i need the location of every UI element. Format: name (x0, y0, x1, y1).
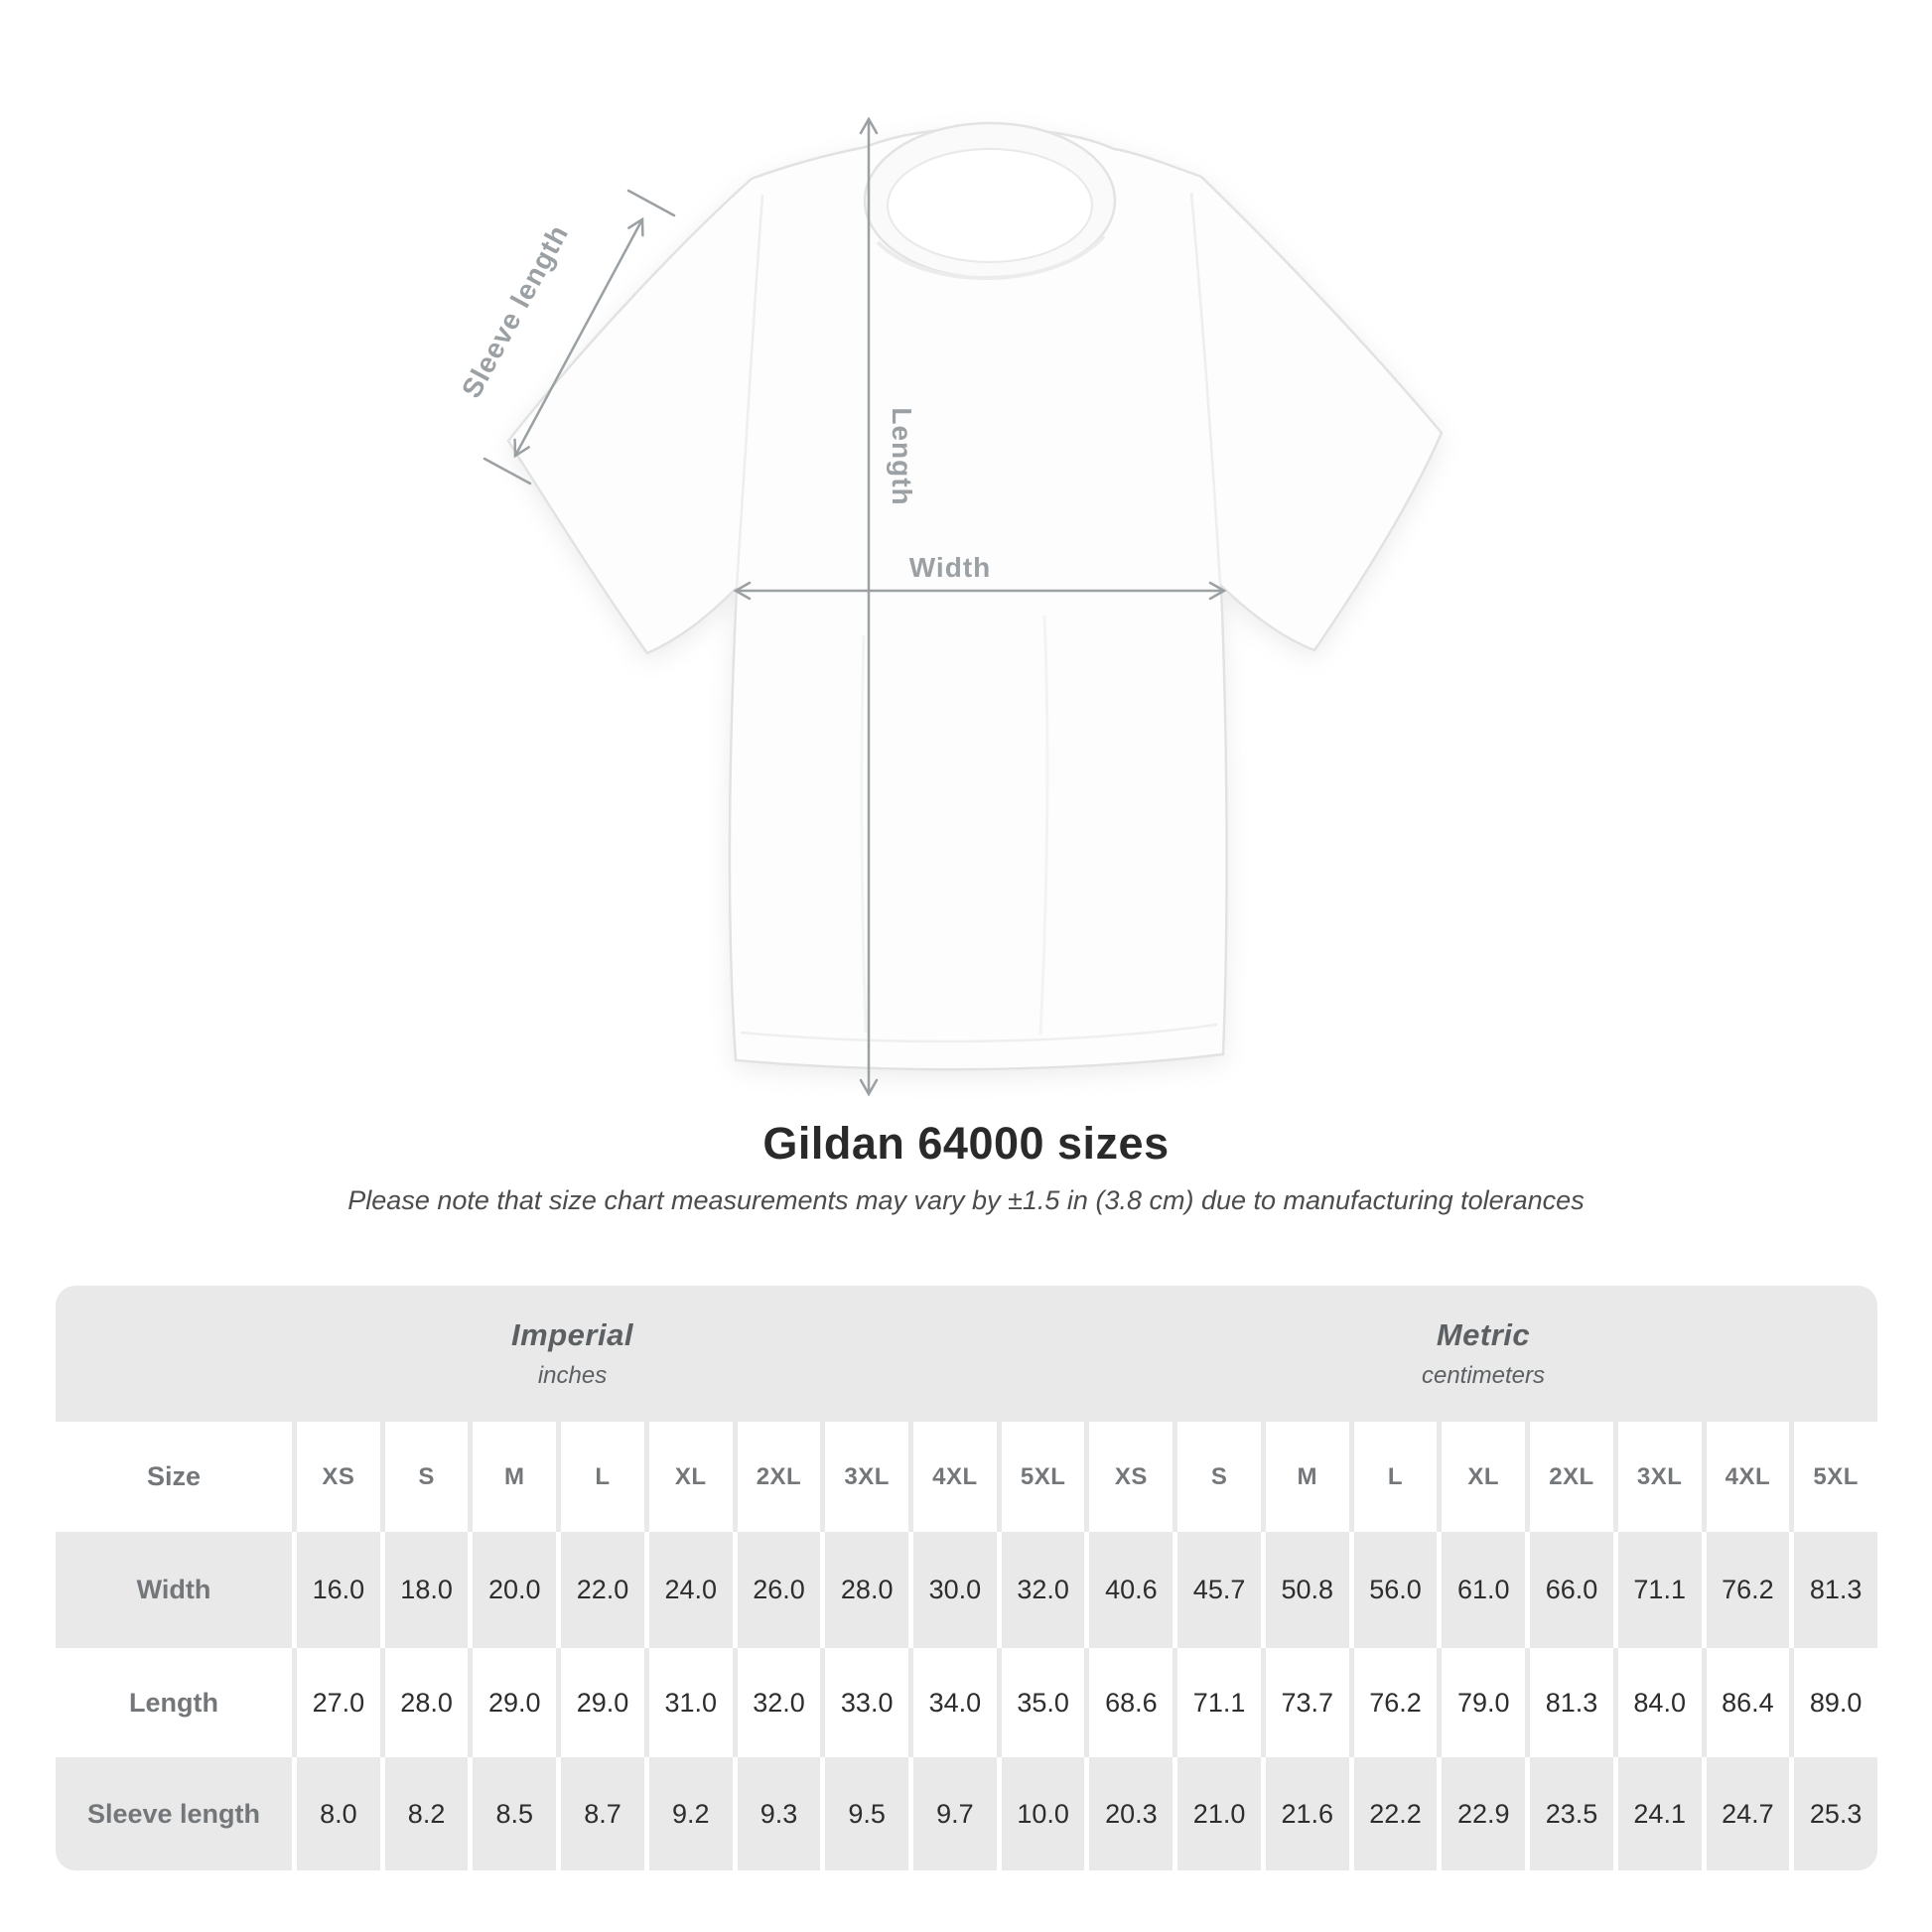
size-header-row (56, 1422, 1877, 1532)
size-col-header: L (561, 1422, 644, 1532)
value-cell: 24.0 (649, 1532, 733, 1648)
value-cell: 89.0 (1794, 1648, 1877, 1757)
value-cell: 25.3 (1794, 1757, 1877, 1870)
metric-title: Metric (1436, 1317, 1531, 1352)
size-col-header: M (473, 1422, 556, 1532)
row-label-width: Width (56, 1532, 292, 1648)
value-cell: 8.5 (473, 1757, 556, 1870)
value-cell: 50.8 (1266, 1532, 1349, 1648)
value-cell: 29.0 (473, 1648, 556, 1757)
value-cell: 84.0 (1618, 1648, 1702, 1757)
size-col-header: 5XL (1002, 1422, 1085, 1532)
tolerance-note: Please note that size chart measurements may vary by ±1.5 in (3.8 cm) due to manufacturing tolerances (347, 1185, 1585, 1215)
value-cell: 9.2 (649, 1757, 733, 1870)
row-label-length: Length (56, 1648, 292, 1757)
value-cell: 30.0 (913, 1532, 997, 1648)
page-title: Gildan 64000 sizes (762, 1118, 1170, 1169)
metric-header (1089, 1286, 1877, 1422)
value-cell: 68.6 (1089, 1648, 1173, 1757)
size-col-header: 5XL (1794, 1422, 1877, 1532)
value-cell: 31.0 (649, 1648, 733, 1757)
value-cell: 81.3 (1794, 1532, 1877, 1648)
value-cell: 33.0 (825, 1648, 908, 1757)
size-col-header: L (1354, 1422, 1438, 1532)
value-cell: 76.2 (1354, 1648, 1438, 1757)
value-cell: 28.0 (385, 1648, 469, 1757)
size-col-header: S (1177, 1422, 1261, 1532)
value-cell: 24.7 (1707, 1757, 1790, 1870)
value-cell: 21.0 (1177, 1757, 1261, 1870)
imperial-header (56, 1286, 1089, 1422)
measurement-row (56, 1757, 1877, 1870)
size-col-header: 3XL (1618, 1422, 1702, 1532)
tshirt-illustration (508, 123, 1442, 1069)
value-cell: 26.0 (738, 1532, 821, 1648)
size-col-header: M (1266, 1422, 1349, 1532)
value-cell: 8.7 (561, 1757, 644, 1870)
value-cell: 22.9 (1442, 1757, 1525, 1870)
value-cell: 45.7 (1177, 1532, 1261, 1648)
size-col-header: XL (649, 1422, 733, 1532)
value-cell: 35.0 (1002, 1648, 1085, 1757)
value-cell: 66.0 (1530, 1532, 1613, 1648)
value-cell: 22.2 (1354, 1757, 1438, 1870)
value-cell: 20.0 (473, 1532, 556, 1648)
value-cell: 9.5 (825, 1757, 908, 1870)
value-cell: 8.2 (385, 1757, 469, 1870)
caption (0, 1118, 1932, 1216)
value-cell: 21.6 (1266, 1757, 1349, 1870)
value-cell: 40.6 (1089, 1532, 1173, 1648)
value-cell: 86.4 (1707, 1648, 1790, 1757)
size-col-header: 3XL (825, 1422, 908, 1532)
sleeve-length-label: Sleeve length (455, 219, 575, 403)
value-cell: 20.3 (1089, 1757, 1173, 1870)
value-cell: 18.0 (385, 1532, 469, 1648)
value-cell: 61.0 (1442, 1532, 1525, 1648)
value-cell: 73.7 (1266, 1648, 1349, 1757)
imperial-unit: inches (537, 1362, 608, 1389)
size-column-header: Size (56, 1422, 292, 1532)
imperial-title: Imperial (511, 1317, 633, 1352)
value-cell: 29.0 (561, 1648, 644, 1757)
sleeve-arrow-end-tick-top (628, 191, 674, 215)
value-cell: 22.0 (561, 1532, 644, 1648)
value-cell: 76.2 (1707, 1532, 1790, 1648)
value-cell: 27.0 (297, 1648, 380, 1757)
size-col-header: XL (1442, 1422, 1525, 1532)
value-cell: 71.1 (1618, 1532, 1702, 1648)
value-cell: 23.5 (1530, 1757, 1613, 1870)
metric-unit: centimeters (1421, 1362, 1546, 1389)
size-table (56, 1286, 1877, 1870)
size-col-header: XS (1089, 1422, 1173, 1532)
size-col-header: 4XL (913, 1422, 997, 1532)
length-label: Length (887, 407, 917, 506)
value-cell: 16.0 (297, 1532, 380, 1648)
row-label-sleeve-length: Sleeve length (56, 1757, 292, 1870)
value-cell: 71.1 (1177, 1648, 1261, 1757)
width-label: Width (908, 552, 992, 583)
value-cell: 56.0 (1354, 1532, 1438, 1648)
value-cell: 79.0 (1442, 1648, 1525, 1757)
value-cell: 9.3 (738, 1757, 821, 1870)
size-col-header: 4XL (1707, 1422, 1790, 1532)
value-cell: 9.7 (913, 1757, 997, 1870)
measurement-row (56, 1532, 1877, 1648)
size-col-header: 2XL (738, 1422, 821, 1532)
value-cell: 32.0 (1002, 1532, 1085, 1648)
value-cell: 10.0 (1002, 1757, 1085, 1870)
size-col-header: XS (297, 1422, 380, 1532)
collar-inner (888, 149, 1092, 262)
size-col-header: S (385, 1422, 469, 1532)
value-cell: 32.0 (738, 1648, 821, 1757)
value-cell: 28.0 (825, 1532, 908, 1648)
value-cell: 24.1 (1618, 1757, 1702, 1870)
value-cell: 8.0 (297, 1757, 380, 1870)
value-cell: 34.0 (913, 1648, 997, 1757)
measurement-row (56, 1648, 1877, 1757)
value-cell: 81.3 (1530, 1648, 1613, 1757)
unit-header-band (56, 1286, 1877, 1422)
size-col-header: 2XL (1530, 1422, 1613, 1532)
